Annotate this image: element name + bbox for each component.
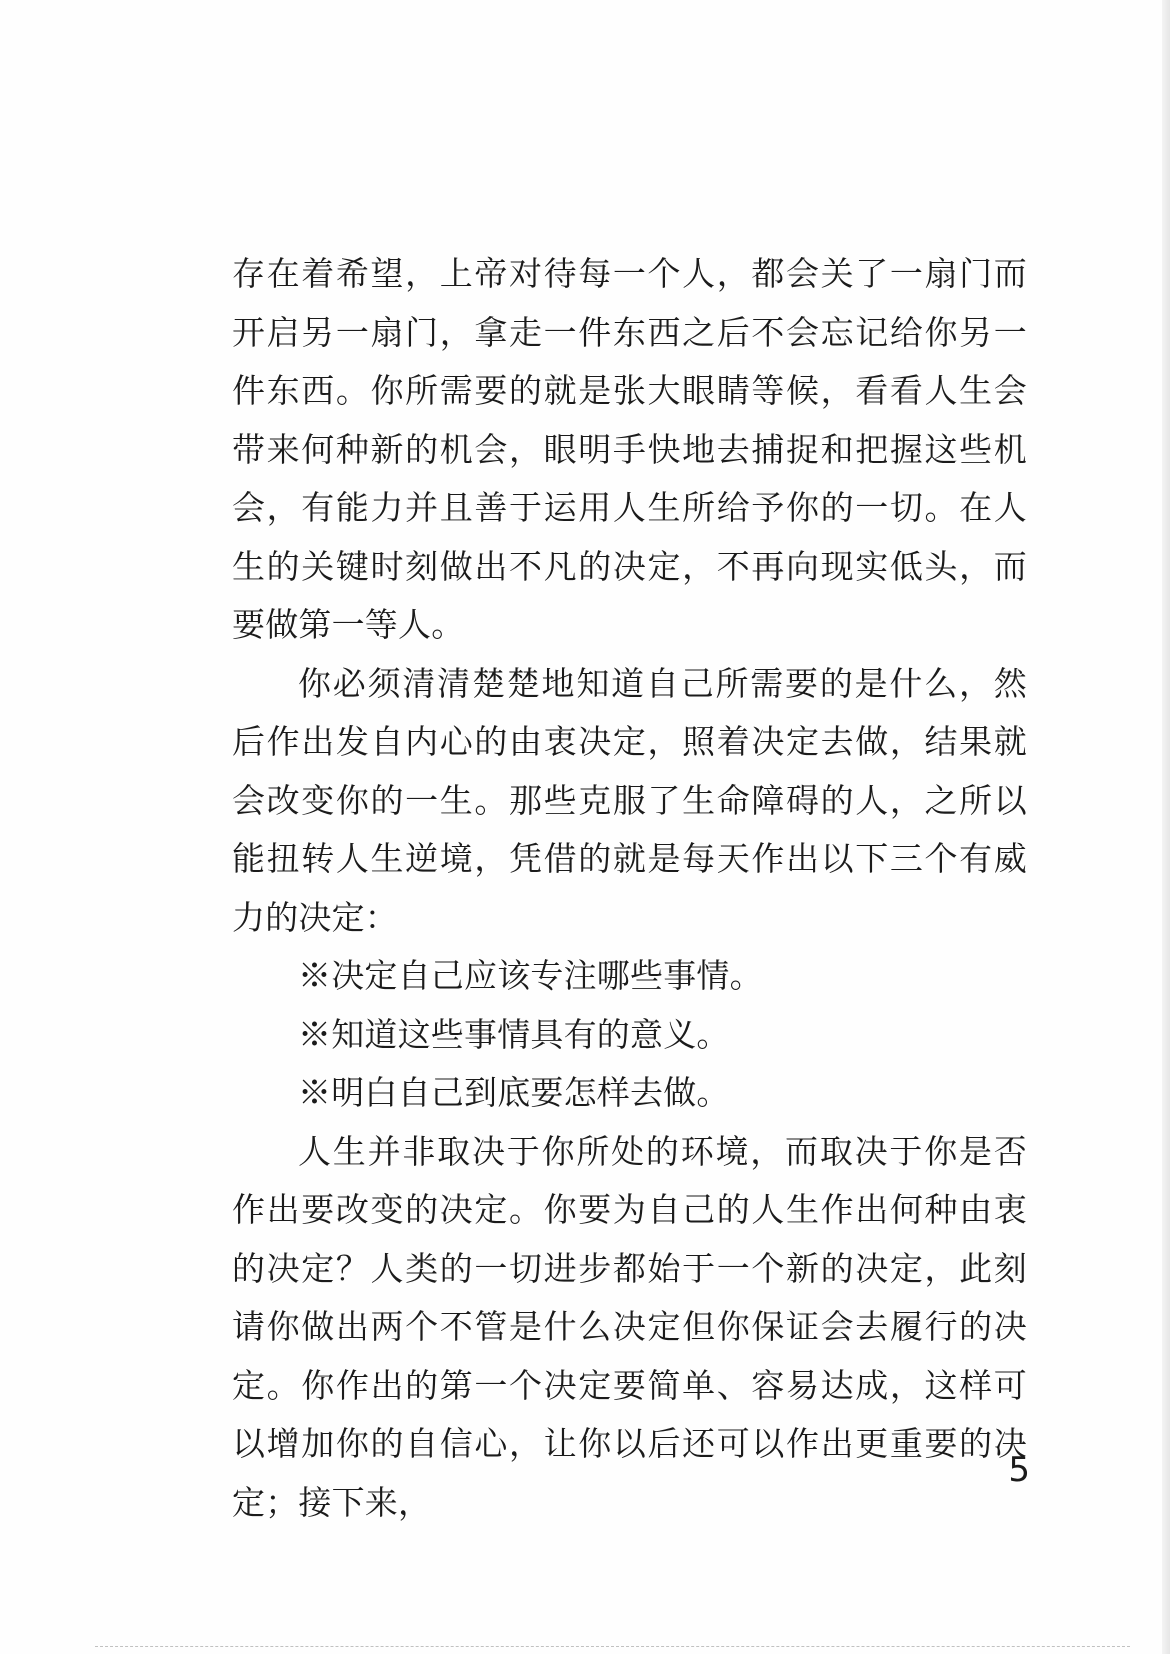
bottom-edge bbox=[95, 1646, 1130, 1650]
list-item: ※明白自己到底要怎样去做。 bbox=[298, 1073, 730, 1112]
body-text bbox=[232, 245, 1027, 1532]
paragraph: 你必须清清楚楚地知道自己所需要的是什么，然后作出发自内心的由衷决定，照着决定去做，结果就会改变你的一生。那些克服了生命障碍的人，之所以能扭转人生逆境，凭借的就是每天作出以下三个有威力的决定： bbox=[232, 663, 1027, 937]
list-item: ※决定自己应该专注哪些事情。 bbox=[298, 956, 763, 995]
paragraph-continuation: 存在着希望，上帝对待每一个人，都会关了一扇门而开启另一扇门，拿走一件东西之后不会忘记给你另一件东西。你所需要的就是张大眼睛等候，看看人生会带来何种新的机会，眼明手快地去捕捉和把握这些机会，有能力并且善于运用人生所给予你的一切。在人生的关键时刻做出不凡的决定，不再向现实低头，而要做第一等人。 bbox=[232, 254, 1027, 644]
list-item: ※知道这些事情具有的意义。 bbox=[298, 1014, 730, 1054]
paragraph: 人生并非取决于你所处的环境，而取决于你是否作出要改变的决定。你要为自己的人生作出何种由衷的决定？人类的一切进步都始于一个新的决定，此刻请你做出两个不管是什么决定但你保证会去履行的决定。你作出的第一个决定要简单、容易达成，这样可以增加你的自信心，让你以后还可以作出更重要的决定；接下来， bbox=[232, 1131, 1027, 1522]
page-edge bbox=[1162, 0, 1170, 1654]
page-number: 5 bbox=[1008, 1450, 1030, 1490]
